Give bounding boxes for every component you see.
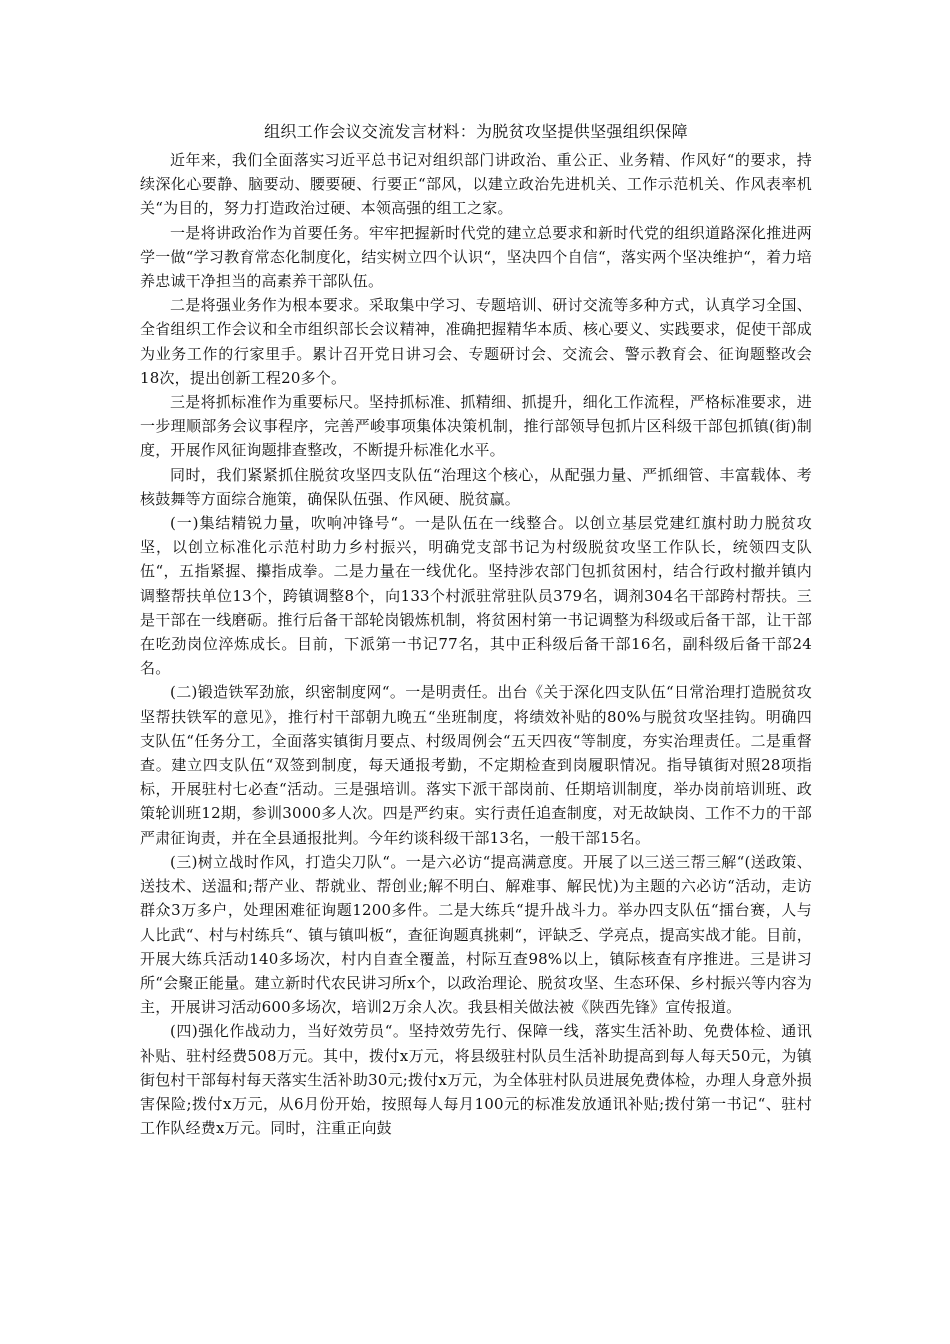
paragraph-standards: 三是将抓标准作为重要标尺。坚持抓标准、抓精细、抓提升，细化工作流程，严格标准要求，进一步理顺部务会议事程序，完善严峻事项集体决策机制，推行部领导包抓片区科级干部包抓镇(街)制度，开展作风征询题排查整改，不断提升标准化水平。 [140,393,812,460]
paragraph-section-two: (二)锻造铁军劲旅，织密制度网“。一是明责任。出台《关于深化四支队伍“日常治理打造脱贫攻坚帮扶铁军的意见》，推行村干部朝九晚五“坐班制度，将绩效补贴的80%与脱贫攻坚挂钩。明确四支队伍“任务分工，全面落实镇街月要点、村级周例会“五天四夜“等制度，夯实治理责任。二是重督查。建立四支队伍“双签到制度，每天通报考勤，不定期检查到岗履职情况。指导镇街对照28项指标，开展驻村七必查“活动。三是强培训。落实下派干部岗前、任期培训制度，举办岗前培训班、政策轮训班12期，参训3000多人次。四是严约束。实行责任追查制度，对无故缺岗、工作不力的干部严肃征询责，并在全县通报批判。今年约谈科级干部13名，一般干部15名。 [140,683,812,847]
paragraph-politics: 一是将讲政治作为首要任务。牢牢把握新时代党的建立总要求和新时代党的组织道路深化推进两学一做“学习教育常态化制度化，结实树立四个认识“，坚决四个自信“，落实两个坚决维护“，着力培养忠诚干净担当的高素养干部队伍。 [140,223,812,291]
document-page [140,120,812,1140]
paragraph-intro: 近年来，我们全面落实习近平总书记对组织部门讲政治、重公正、业务精、作风好“的要求，持续深化心要静、脑要动、腰要硬、行要正“部风，以建立政治先进机关、工作示范机关、作风表率机关“为目的，努力打造政治过硬、本领高强的组工之家。 [140,151,812,218]
paragraph-section-one: (一)集结精锐力量，吹响冲锋号“。一是队伍在一线整合。以创立基层党建红旗村助力脱贫攻坚，以创立标准化示范村助力乡村振兴，明确党支部书记为村级脱贫攻坚工作队长，统领四支队伍“，五指紧握、攥指成拳。二是力量在一线优化。坚持涉农部门包抓贫困村，结合行政村撤并镇内调整帮扶单位13个，跨镇调整8个，向133个村派驻常驻队员379名，调剂304名干部跨村帮扶。三是干部在一线磨砺。推行后备干部轮岗锻炼机制，将贫困村第一书记调整为科级或后备干部，让干部在吃劲岗位淬炼成长。目前，下派第一书记77名，其中正科级后备干部16名，副科级后备干部24名。 [140,514,812,678]
paragraph-business: 二是将强业务作为根本要求。采取集中学习、专题培训、研讨交流等多种方式，认真学习全国、全省组织工作会议和全市组织部长会议精神，准确把握精华本质、核心要义、实践要求，促使干部成为业务工作的行家里手。累计召开党日讲习会、专题研讨会、交流会、警示教育会、征询题整改会18次，提出创新工程20多个。 [140,296,812,387]
document-title: 组织工作会议交流发言材料：为脱贫攻坚提供坚强组织保障 [264,122,688,141]
paragraph-section-four: (四)强化作战动力，当好效劳员“。坚持效劳先行、保障一线，落实生活补助、免费体检、通讯补贴、驻村经费508万元。其中，拨付x万元，将县级驻村队员生活补助提高到每人每天50元，为镇街包村干部每村每天落实生活补助30元;拨付x万元，为全体驻村队员进展免费体检，办理人身意外损害保险;拨付x万元，从6月份开始，按照每人每月100元的标准发放通讯补贴;拨付第一书记“、驻村工作队经费x万元。同时，注重正向鼓 [140,1022,812,1138]
paragraph-section-three: (三)树立战时作风，打造尖刀队“。一是六必访“提高满意度。开展了以三送三帮三解“(送政策、送技术、送温和;帮产业、帮就业、帮创业;解不明白、解难事、解民忧)为主题的六必访“活动，走访群众3万多户，处理困难征询题1200多件。二是大练兵“提升战斗力。举办四支队伍“擂台赛，人与人比武“、村与村练兵“、镇与镇叫板“，查征询题真挑刺“，评缺乏、学亮点，提高实战才能。目前，开展大练兵活动140多场次，村内自查全覆盖，村际互查98%以上，镇际核查有序推进。三是讲习所“会聚正能量。建立新时代农民讲习所x个，以政治理论、脱贫攻坚、生态环保、乡村振兴等内容为主，开展讲习活动600多场次，培训2万余人次。我县相关做法被《陕西先锋》宣传报道。 [140,852,812,1017]
paragraph-four-teams: 同时，我们紧紧抓住脱贫攻坚四支队伍“治理这个核心，从配强力量、严抓细管、丰富载体、考核鼓舞等方面综合施策，确保队伍强、作风硬、脱贫赢。 [140,465,812,508]
